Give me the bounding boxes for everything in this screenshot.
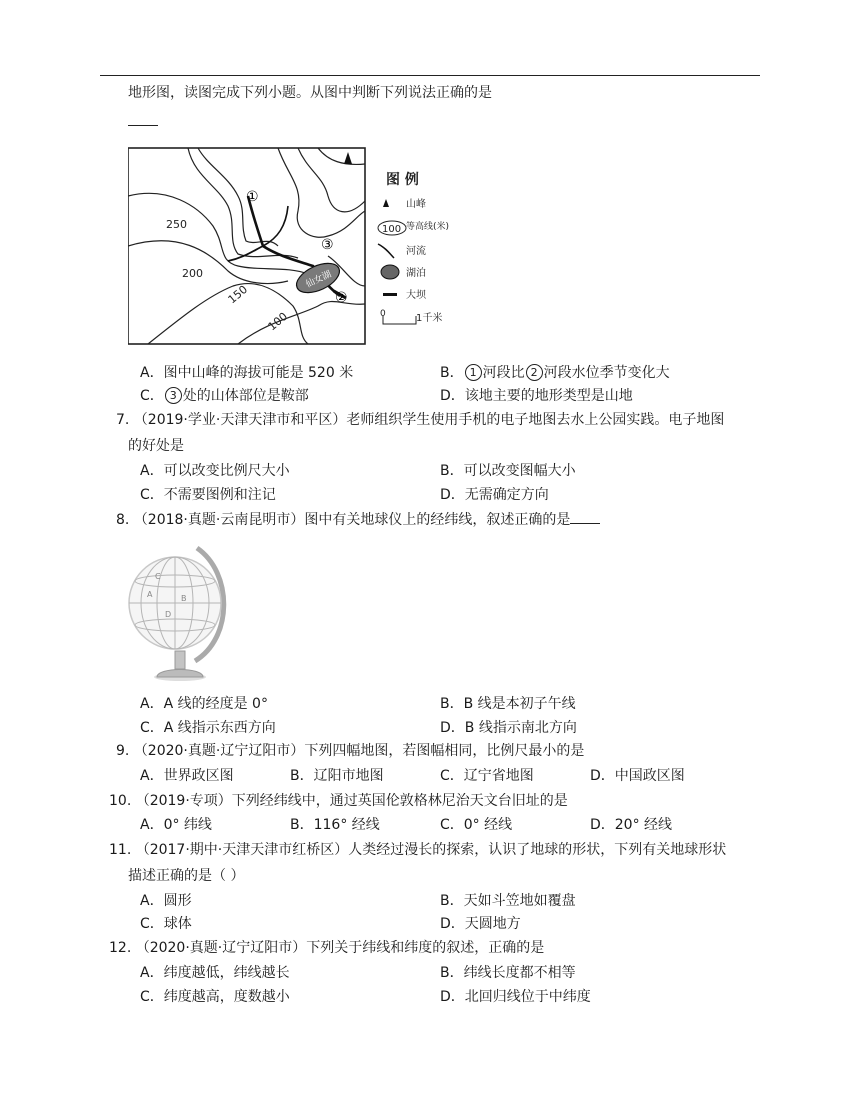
q11-stem: 11. （2017·期中·天津天津市红桥区）人类经过漫长的探索，认识了地球的形状，下列有关地球形状 — [109, 842, 727, 858]
q7-stem: 7. （2019·学业·天津天津市和平区）老师组织学生使用手机的电子地图去水上公园实践。电子地图 — [116, 412, 725, 428]
q7-option-d[interactable]: D．无需确定方向 — [440, 487, 549, 503]
legend-peak-icon — [383, 199, 389, 207]
q12-option-b[interactable]: B．纬线长度都不相等 — [440, 965, 576, 981]
legend-contour-label: 等高线(米) — [406, 222, 450, 232]
q7-stem-cont: 的好处是 — [128, 438, 184, 454]
q9-stem: 9. （2020·真题·辽宁辽阳市）下列四幅地图，若图幅相同，比例尺最小的是 — [116, 743, 585, 759]
circled-number: 1 — [465, 364, 482, 381]
legend-river-label: 河流 — [406, 246, 426, 257]
q11-option-a[interactable]: A．圆形 — [140, 893, 192, 909]
q12-option-d[interactable]: D．北回归线位于中纬度 — [440, 989, 591, 1005]
globe-label-a: A — [147, 590, 153, 599]
q10-option-d[interactable]: D．20° 经线 — [590, 817, 673, 833]
q7-option-c[interactable]: C．不需要图例和注记 — [140, 487, 276, 503]
scale-bar — [383, 316, 416, 324]
question-6-stem: 地形图，读图完成下列小题。从图中判断下列说法正确的是 — [128, 85, 492, 101]
marker-3: ③ — [321, 237, 334, 253]
q8-option-a[interactable]: A．A 线的经度是 0° — [140, 696, 268, 712]
q8-stem: 8. （2018·真题·云南昆明市）图中有关地球仪上的经纬线，叙述正确的是 — [116, 510, 600, 530]
marker-2: ② — [335, 290, 348, 306]
q7-option-a[interactable]: A．可以改变比例尺大小 — [140, 463, 290, 479]
q8-option-b[interactable]: B．B 线是本初子午线 — [440, 696, 576, 712]
lake-label: 仙女湖 — [304, 269, 334, 291]
q11-option-b[interactable]: B．天如斗笠地如覆盘 — [440, 893, 576, 909]
scale-start: 0 — [380, 309, 386, 319]
marker-1: ① — [246, 189, 259, 205]
q6-option-a[interactable]: A．图中山峰的海拔可能是 520 米 — [140, 365, 354, 381]
q9-option-d[interactable]: D．中国政区图 — [590, 768, 685, 784]
globe-base — [157, 670, 203, 678]
q8-option-d[interactable]: D．B 线指示南北方向 — [440, 720, 577, 736]
legend-contour-value: 100 — [382, 224, 402, 235]
q11-option-c[interactable]: C．球体 — [140, 916, 192, 932]
globe-label-b: B — [181, 594, 187, 603]
q6-option-d[interactable]: D．该地主要的地形类型是山地 — [440, 388, 633, 404]
q6-option-b[interactable]: B． 1 河段比 2 河段水位季节变化大 — [440, 365, 670, 381]
q8-option-c[interactable]: C．A 线指示东西方向 — [140, 720, 276, 736]
topographic-map — [128, 146, 452, 348]
q9-option-a[interactable]: A．世界政区图 — [140, 768, 234, 784]
legend-lake-icon — [381, 265, 399, 279]
legend-lake-label: 湖泊 — [406, 268, 426, 279]
header-rule — [100, 75, 760, 76]
answer-blank — [128, 112, 158, 132]
globe-stand — [175, 651, 185, 669]
q7-option-b[interactable]: B．可以改变图幅大小 — [440, 463, 576, 479]
q12-stem: 12. （2020·真题·辽宁辽阳市）下列关于纬线和纬度的叙述，正确的是 — [109, 940, 545, 956]
q12-option-c[interactable]: C．纬度越高，度数越小 — [140, 989, 290, 1005]
globe-image — [125, 543, 235, 683]
q11-stem-cont: 描述正确的是（ ） — [128, 868, 245, 884]
contour-label: 200 — [182, 267, 203, 280]
q10-option-a[interactable]: A．0° 纬线 — [140, 817, 212, 833]
q11-option-d[interactable]: D．天圆地方 — [440, 916, 521, 932]
globe-label-d: D — [165, 610, 172, 619]
q9-option-b[interactable]: B．辽阳市地图 — [290, 768, 384, 784]
contour-label: 250 — [166, 218, 187, 231]
legend-dam-label: 大坝 — [406, 290, 426, 301]
contour-label: 150 — [225, 282, 251, 307]
q12-option-a[interactable]: A．纬度越低，纬线越长 — [140, 965, 290, 981]
scale-end: 1千米 — [416, 313, 443, 324]
q10-option-b[interactable]: B．116° 经线 — [290, 817, 380, 833]
legend-river-icon — [378, 244, 394, 258]
legend-peak-label: 山峰 — [406, 199, 426, 210]
circled-number: 2 — [526, 364, 543, 381]
globe-label-c: C — [155, 572, 161, 581]
q10-stem: 10. （2019·专项）下列经纬线中，通过英国伦敦格林尼治天文台旧址的是 — [109, 793, 568, 809]
legend-dam-icon — [383, 293, 397, 296]
q9-option-c[interactable]: C．辽宁省地图 — [440, 768, 534, 784]
q6-option-c[interactable]: C． 3 处的山体部位是鞍部 — [140, 388, 309, 404]
legend-title: 图 例 — [386, 172, 419, 188]
q10-option-c[interactable]: C．0° 经线 — [440, 817, 513, 833]
circled-number: 3 — [165, 387, 182, 404]
contour-label: 100 — [265, 309, 291, 334]
